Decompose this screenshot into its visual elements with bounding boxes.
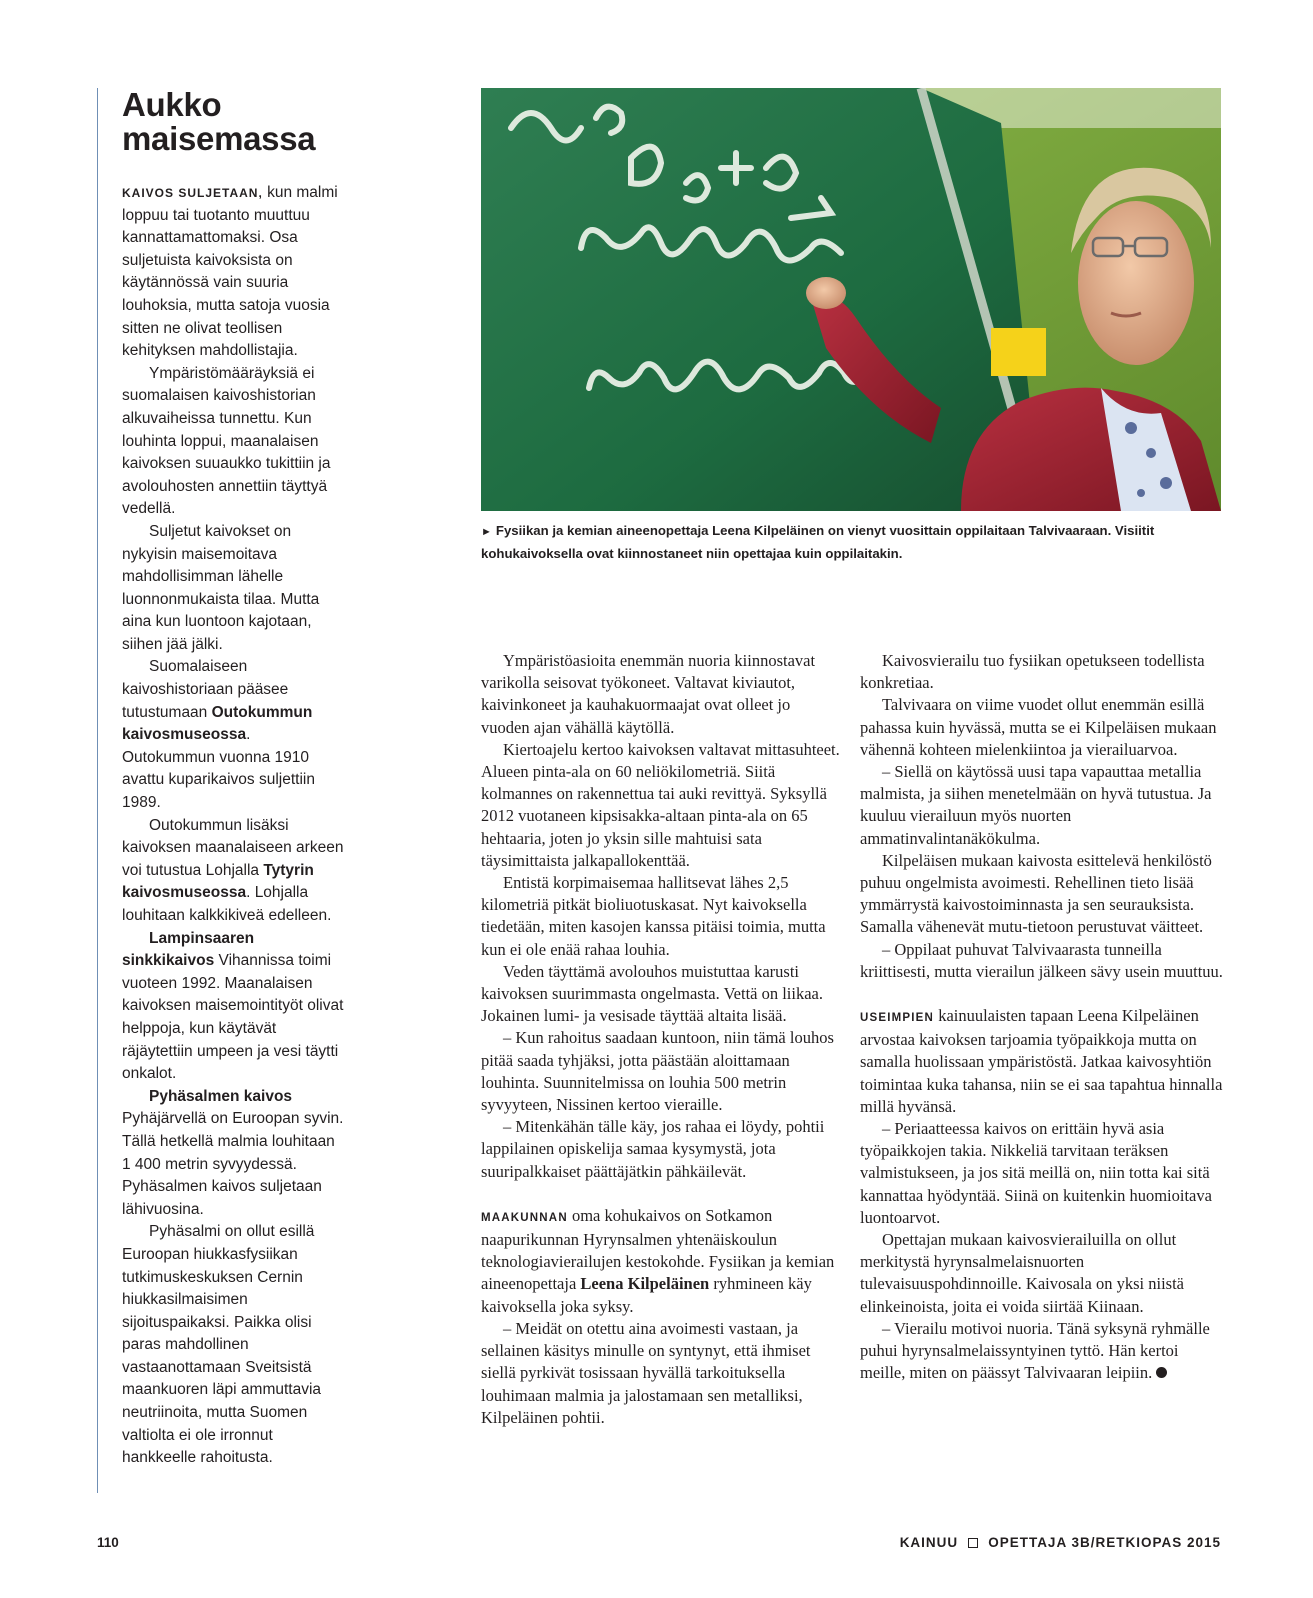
paragraph: Opettajan mukaan kaivosvierailuilla on ollut merkitystä hyrynsalmelaisnuorten tulevaisuuspohdinnoille. Kaivosala on yksi niistä elinkeinoista, joita ei voida siirtää Kiinaan. <box>860 1230 1185 1316</box>
mine-name: Pyhäsalmen kaivos <box>149 1087 293 1105</box>
sidebar-body <box>122 182 347 1470</box>
paragraph: Talvivaara on viime vuodet ollut enemmän esillä pahassa kuin hyvässä, mutta se ei Kilpeläisen mukaan vähennä kohteen mielenkiintoa ja vierailuarvoa. <box>860 695 1217 759</box>
paragraph: Kiertoajelu kertoo kaivoksen valtavat mittasuhteet. Alueen pinta-ala on 60 neliökilometriä. Siitä kolmannes on rakennettua tai auki revittyä. Syksyllä 2012 vuotaneen kipsisakka-altaan pinta-ala on 65 hehtaaria, joten jo yksin sille mahtuisi sata täysimittaista jalkapallokenttää. <box>481 739 840 870</box>
lead-in: KAIVOS SULJETAAN, <box>122 186 263 200</box>
sidebar-paragraph <box>122 182 347 363</box>
caption-arrow-icon: ► <box>481 526 492 538</box>
person-name: Leena Kilpeläinen <box>580 1274 710 1294</box>
sidebar-title-line2: maisemassa <box>122 120 316 157</box>
footer-publication: OPETTAJA 3B/RETKIOPAS 2015 <box>988 1535 1221 1550</box>
sidebar-title <box>122 88 347 156</box>
mine-name: Lampinsaaren sinkkikaivos <box>122 929 255 970</box>
footer-section: KAINUU <box>899 1535 959 1550</box>
paragraph-text: kainuulaisten tapaan Leena Kilpeläinen arvostaa kaivoksen tarjoamia työpaikkoja mutta on samalla huolissaan ympäristöstä. Jatkaa kaivosyhtiön toimintaa kuka tahansa, niin se ei saa tapahtua hinnalla millä hyvänsä. <box>860 1006 1223 1116</box>
chalkboard <box>481 88 1041 511</box>
paragraph-text: ryhmineen käy kaivoksella joka syksy. <box>481 1274 812 1316</box>
teacher-photo <box>481 88 1221 511</box>
face <box>1078 201 1194 365</box>
paragraph: – Oppilaat puhuvat Talvivaarasta tunneilla kriittisesti, mutta vierailun jälkeen sävy usein muuttuu. <box>860 939 1223 981</box>
paragraph: Kilpeläisen mukaan kaivosta esittelevä henkilöstö puhuu ongelmista avoimesti. Rehellinen tieto lisää ymmärrystä kaivostoiminnasta ja sen seurauksista. Samalla vähenevät mutu-tietoon perustuvat väitteet. <box>860 850 1212 937</box>
yellow-note <box>991 328 1046 376</box>
sidebar-title-line1: Aukko <box>122 86 222 123</box>
separator-square-icon <box>968 1538 978 1548</box>
paragraph <box>481 1205 841 1318</box>
sidebar-paragraph <box>122 928 347 1086</box>
sidebar-text: . Outokummun vuonna 1910 avattu kuparikaivos suljettiin 1989. <box>122 726 315 812</box>
museum-name: Tytyrin kaivosmuseossa <box>122 861 314 902</box>
paragraph: – Kun rahoitus saadaan kuntoon, niin tämä louhos pitää saada tyhjäksi, jotta päästään aloittamaan louhinta. Suunnitelmissa on louhia 500 metrin syvyyteen, Nissinen kertoo vieraille. <box>481 1028 834 1115</box>
article-column-1 <box>481 650 841 1429</box>
running-footer <box>900 1535 1221 1550</box>
page-number: 110 <box>97 1535 119 1550</box>
hand <box>806 277 846 309</box>
lead-in: USEIMPIEN <box>860 1012 935 1025</box>
photo-illustration <box>481 88 1221 511</box>
paragraph <box>860 1005 1225 1118</box>
paragraph: – Meidät on otettu aina avoimesti vastaan, ja sellainen käsitys minulle on syntynyt, että ihmiset siellä pyrkivät tosissaan hyvällä tarkoituksella louhimaan malmia ja jalostamaan sen metalliksi, Kilpeläinen pohtii. <box>481 1318 811 1427</box>
sidebar-paragraph: Ympäristömääräyksiä ei suomalaisen kaivoshistorian alkuvaiheissa tunnettu. Kun louhinta loppui, maanalaisen kaivoksen suuaukko tukittiin ja avolouhosten annettiin täyttyä vedellä. <box>122 364 331 518</box>
museum-name: Outokummun kaivosmuseossa <box>122 703 313 744</box>
paragraph: – Siellä on käytössä uusi tapa vapauttaa metallia malmista, ja siihen menetelmään on hyvä tutustua. Ja kuuluu vierailuun myös nuorten ammatinvalintanäkökulma. <box>860 762 1212 848</box>
sidebar-text: Outokummun lisäksi kaivoksen maanalaiseen arkeen voi tutustua Lohjalla <box>122 816 344 879</box>
end-mark-icon <box>1156 1367 1167 1378</box>
caption-text: Fysiikan ja kemian aineenopettaja Leena Kilpeläinen on vienyt vuosittain oppilaitaan Talvivaaraan. Visiitit kohukaivoksella ovat kiinnostaneet niin opettajaa kuin oppilaitakin. <box>481 523 1155 561</box>
sidebar-text: Suomalaiseen kaivoshistoriaan pääsee tutustumaan <box>122 658 289 721</box>
sidebar-text: . Lohjalla louhitaan kalkkikiveä edelleen. <box>122 884 332 924</box>
article-column-2 <box>860 650 1225 1385</box>
paragraph: Entistä korpimaisemaa hallitsevat lähes 2,5 kilometriä pitkät bioliuotuskasat. Nyt kaivoksella tiedetään, miten kasojen kanssa pitäisi toimia, mutta kun ei ole enää rahaa louhia. <box>481 873 826 959</box>
sidebar-paragraph <box>122 815 347 928</box>
paragraph: – Periaatteessa kaivos on erittäin hyvä asia työpaikkojen takia. Nikkeliä tarvitaan teräksen valmistukseen, ja jos sitä meillä on, niin totta kai sitä kannattaa hyödyntää. Siinä on kuitenkin huomioitava luontoarvot. <box>860 1119 1212 1227</box>
sidebar-text: kun malmi loppuu tai tuotanto muuttuu kannattamattomaksi. Osa suljetuista kaivoksista on käytännössä vain suuria louhoksia, mutta satoja vuosia sitten ne olivat teollisen kehityksen mahdollistajia. <box>122 184 338 360</box>
paragraph-text: oma kohukaivos on Sotkamon naapurikunnan Hyrynsalmen yhtenäiskoulun teknologiavierailujen kestokohde. Fysiikan ja kemian aineenopettaja <box>481 1205 835 1294</box>
paragraph <box>860 1318 1225 1385</box>
paragraph: Veden täyttämä avolouhos muistuttaa karusti kaivoksen suurimmasta ongelmasta. Vettä on liikaa. Jokainen lumi- ja vesisade täyttää altaita lisää. <box>481 961 823 1026</box>
paragraph: Ympäristöasioita enemmän nuoria kiinnostavat varikolla seisovat työkoneet. Valtavat kiviautot, kaivinkoneet ja kauhakuormaajat ovat olleet jo vuoden ajan vähällä käytöllä. <box>481 651 816 737</box>
sidebar-paragraph: Suljetut kaivokset on nykyisin maisemoitava mahdollisimman lähelle luonnonmukaista tilaa. Mutta aina kun luontoon kajotaan, siihen jää jälki. <box>122 522 320 653</box>
paragraph: Kaivosvierailu tuo fysiikan opetukseen todellista konkretiaa. <box>860 651 1205 693</box>
sidebar-paragraph <box>122 656 347 814</box>
sidebar-text: Vihannissa toimi vuoteen 1992. Maanalaisen kaivoksen maisemointityöt olivat helppoja, kun käytävät räjäytettiin umpeen ja vesi täytti onkalot. <box>122 952 344 1083</box>
paragraph: – Mitenkähän tälle käy, jos rahaa ei löydy, pohtii lappilainen opiskelija samaa kysymystä, jota suuripalkkaiset päättäjätkin pähkäilevät. <box>481 1117 825 1181</box>
sidebar <box>97 88 347 1493</box>
lead-in: MAAKUNNAN <box>481 1211 568 1224</box>
sidebar-paragraph: Pyhäsalmi on ollut esillä Euroopan hiukkasfysiikan tutkimuskeskuksen Cernin hiukkasilmaisimen sijoituspaikaksi. Paikka olisi paras mahdollinen vastaanottamaan Sveitsistä maankuoren läpi ammuttavia neutriinoita, mutta Suomen valtiolta ei ole irronnut hankkeelle rahoitusta. <box>122 1223 322 1467</box>
sidebar-paragraph <box>122 1086 347 1222</box>
sidebar-text: Pyhäjärvellä on Euroopan syvin. Tällä hetkellä malmia louhitaan 1 400 metrin syvyydessä. Pyhäsalmen kaivos suljetaan lähivuosina. <box>122 1110 344 1218</box>
photo-caption <box>481 520 1241 564</box>
paragraph-text: – Vierailu motivoi nuoria. Tänä syksynä ryhmälle puhui hyrynsalmelaissyntyinen tyttö. Hän kertoi meille, miten on päässyt Talvivaaran leipiin. <box>860 1318 1210 1383</box>
